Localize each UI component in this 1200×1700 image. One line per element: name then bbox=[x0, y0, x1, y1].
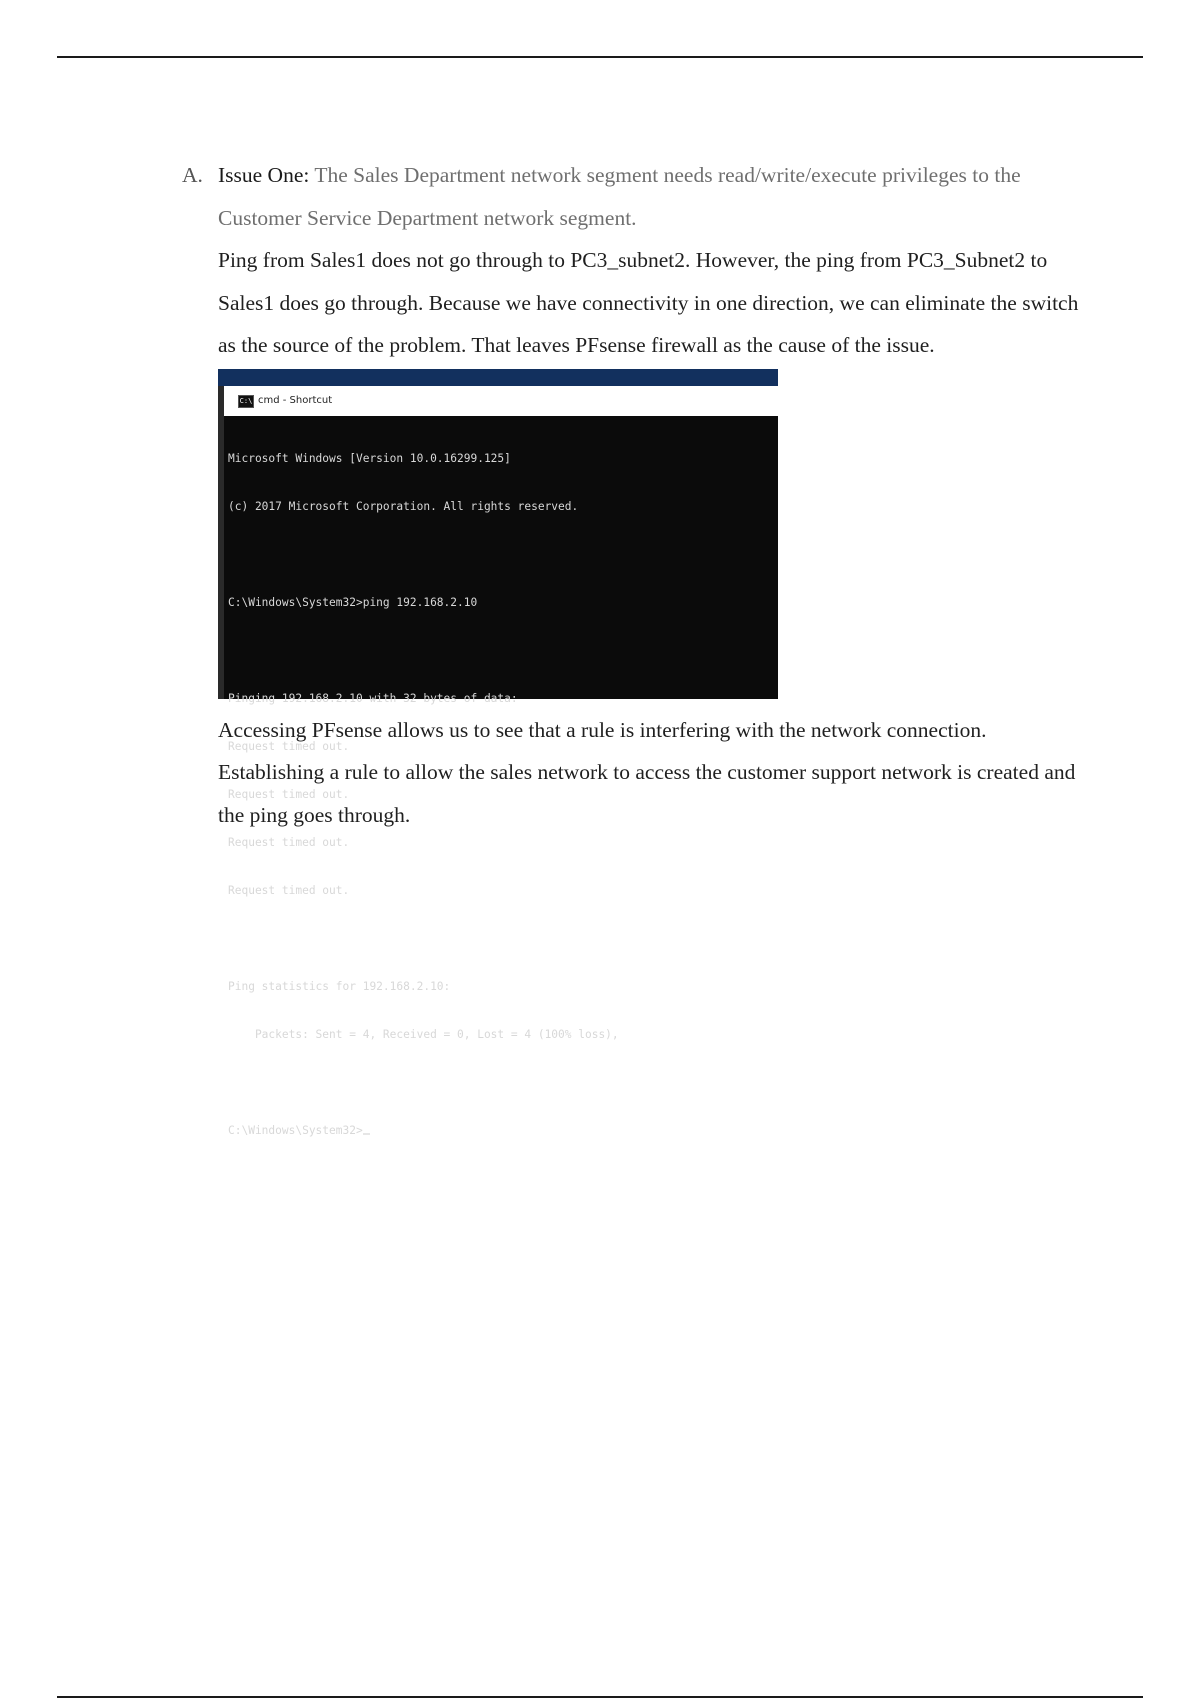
terminal-line: Request timed out. bbox=[228, 835, 350, 849]
terminal-line: Request timed out. bbox=[228, 739, 350, 753]
terminal-line: C:\Windows\System32>ping 192.168.2.10 bbox=[228, 595, 478, 609]
desktop-topbar bbox=[218, 369, 778, 386]
terminal-line: Pinging 192.168.2.10 with 32 bytes of data: bbox=[228, 691, 518, 705]
cmd-titlebar bbox=[224, 386, 778, 416]
terminal-line bbox=[228, 547, 773, 563]
terminal-cursor bbox=[363, 1133, 370, 1135]
terminal-line: Request timed out. bbox=[228, 787, 350, 801]
footer-rule bbox=[57, 1696, 1143, 1698]
list-marker: A. bbox=[182, 163, 203, 187]
terminal-line: Request timed out. bbox=[228, 883, 350, 897]
header-rule bbox=[57, 56, 1143, 58]
terminal-line bbox=[228, 931, 773, 947]
issue-description: The Sales Department network segment needs read/write/execute privileges to the Customer Service Department network segment. bbox=[218, 163, 1021, 230]
list-item-a bbox=[182, 154, 1087, 1137]
paragraph-resolution: Accessing PFsense allows us to see that a rule is interfering with the network connection. Establishing a rule to allow the sales network to access the customer support network is created and the ping goes through. bbox=[218, 717, 1076, 827]
cmd-icon: C:\ bbox=[238, 395, 254, 408]
terminal-line bbox=[228, 1075, 773, 1091]
cmd-window-title: cmd - Shortcut bbox=[258, 394, 333, 406]
terminal-line bbox=[228, 643, 773, 659]
document-body bbox=[182, 154, 1087, 1137]
terminal-line: Microsoft Windows [Version 10.0.16299.125] bbox=[228, 451, 511, 465]
terminal-line: Packets: Sent = 4, Received = 0, Lost = 4 (100% loss), bbox=[228, 1027, 619, 1041]
terminal-prompt: C:\Windows\System32> bbox=[228, 1123, 363, 1137]
issue-heading bbox=[218, 154, 1087, 239]
issue-label: Issue One: bbox=[218, 163, 310, 187]
terminal-line: Ping statistics for 192.168.2.10: bbox=[228, 979, 451, 993]
desktop-left-strip bbox=[218, 386, 224, 699]
terminal-prompt-line bbox=[228, 1123, 773, 1139]
terminal-output bbox=[228, 419, 773, 1171]
paragraph-ping-analysis: Ping from Sales1 does not go through to PC3_subnet2. However, the ping from PC3_Subnet2 to Sales1 does go through. Because we have connectivity in one direction, we can eliminate the switch as the source of the problem. That leaves PFsense firewall as the cause of the issue. bbox=[218, 248, 1079, 357]
terminal-line: (c) 2017 Microsoft Corporation. All rights reserved. bbox=[228, 499, 579, 513]
